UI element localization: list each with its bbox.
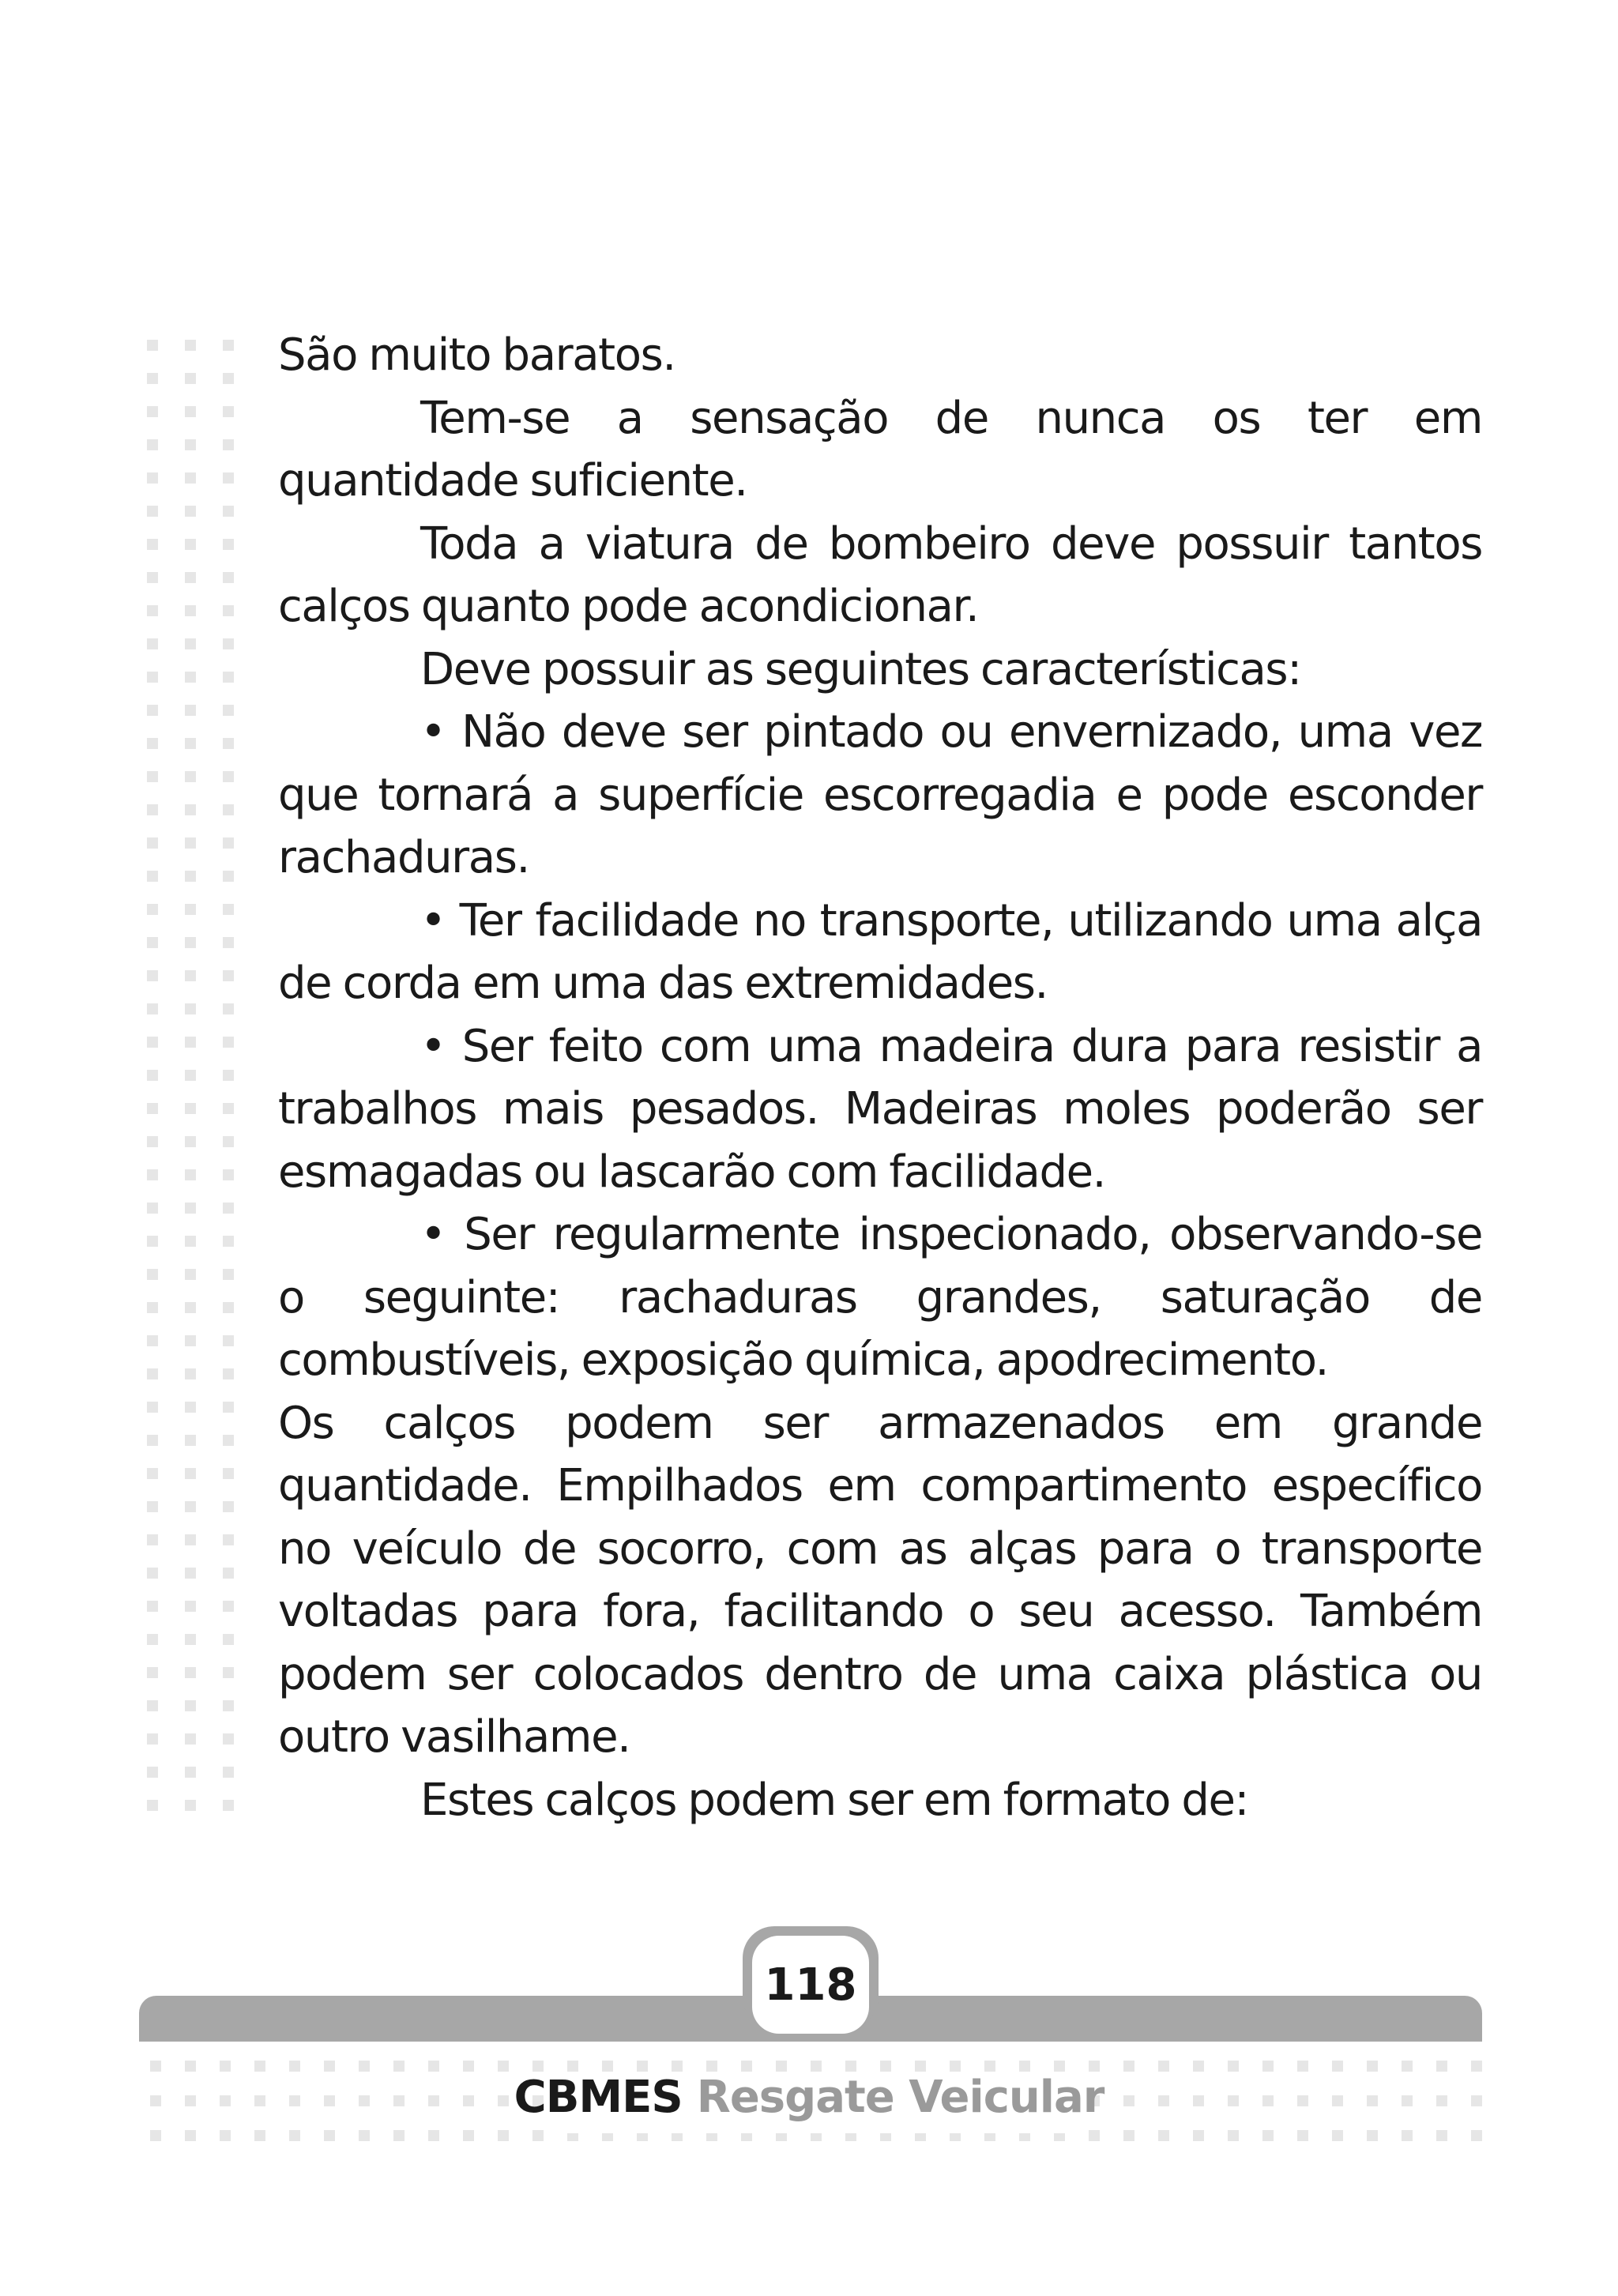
pattern-square bbox=[223, 904, 234, 915]
page-number: 118 bbox=[752, 1936, 869, 2034]
pattern-square bbox=[223, 1236, 234, 1247]
pattern-square bbox=[185, 1568, 196, 1579]
pattern-square bbox=[185, 1203, 196, 1214]
pattern-square bbox=[428, 2061, 439, 2072]
pattern-square bbox=[185, 970, 196, 981]
pattern-square bbox=[185, 1368, 196, 1379]
pattern-square bbox=[223, 1070, 234, 1081]
pattern-square bbox=[223, 506, 234, 517]
pattern-square bbox=[147, 572, 158, 583]
pattern-square bbox=[147, 1534, 158, 1545]
pattern-square bbox=[776, 2061, 787, 2072]
decorative-left-pattern bbox=[147, 340, 234, 1811]
pattern-square bbox=[223, 1733, 234, 1745]
pattern-square bbox=[289, 2061, 300, 2072]
pattern-square bbox=[223, 1800, 234, 1811]
pattern-square bbox=[185, 506, 196, 517]
pattern-square bbox=[185, 1335, 196, 1346]
pattern-square bbox=[147, 871, 158, 882]
pattern-square bbox=[223, 439, 234, 450]
pattern-square bbox=[147, 340, 158, 351]
pattern-square bbox=[185, 1767, 196, 1778]
pattern-square bbox=[147, 373, 158, 384]
paragraph: Os calços podem ser armazenados em grande quantidade. Empilhados em compartimento específico no veículo de socorro, com as alças para o transporte voltadas para fora, facilitando o seu acesso. Também podem ser colocados dentro de uma caixa plástica ou outro vasilhame. bbox=[278, 1397, 1482, 1763]
pattern-square bbox=[1193, 2061, 1204, 2072]
pattern-square bbox=[185, 904, 196, 915]
pattern-square bbox=[223, 539, 234, 550]
footer-brand: CBMES bbox=[514, 2072, 683, 2123]
pattern-square bbox=[147, 1136, 158, 1147]
pattern-square bbox=[147, 804, 158, 815]
pattern-square bbox=[393, 2130, 404, 2141]
pattern-square bbox=[223, 970, 234, 981]
pattern-square bbox=[289, 2130, 300, 2141]
pattern-square bbox=[223, 1468, 234, 1479]
pattern-square bbox=[223, 1269, 234, 1280]
pattern-square bbox=[185, 539, 196, 550]
pattern-square bbox=[223, 871, 234, 882]
pattern-square bbox=[220, 2130, 231, 2141]
bullet-paragraph: • Ser feito com uma madeira dura para resistir a trabalhos mais pesados. Madeiras moles poderão ser esmagadas ou lascarão com facilidade. bbox=[278, 1020, 1482, 1198]
pattern-square bbox=[1297, 2130, 1308, 2141]
pattern-square bbox=[147, 1634, 158, 1645]
pattern-square bbox=[254, 2130, 265, 2141]
pattern-square bbox=[185, 406, 196, 417]
pattern-square bbox=[147, 439, 158, 450]
pattern-square bbox=[672, 2061, 683, 2072]
pattern-square bbox=[147, 1435, 158, 1446]
pattern-square bbox=[1262, 2130, 1274, 2141]
pattern-square bbox=[147, 837, 158, 849]
pattern-square bbox=[223, 1103, 234, 1114]
pattern-square bbox=[223, 572, 234, 583]
pattern-square bbox=[223, 1368, 234, 1379]
pattern-square bbox=[950, 2061, 961, 2072]
pattern-square bbox=[223, 937, 234, 948]
pattern-square bbox=[185, 1733, 196, 1745]
pattern-square bbox=[811, 2061, 822, 2072]
pattern-square bbox=[185, 472, 196, 484]
pattern-square bbox=[185, 1501, 196, 1512]
paragraph: Tem-se a sensação de nunca os ter em quantidade suficiente. bbox=[278, 392, 1482, 506]
pattern-square bbox=[223, 1136, 234, 1147]
pattern-square bbox=[147, 672, 158, 683]
pattern-square bbox=[223, 1501, 234, 1512]
pattern-square bbox=[185, 439, 196, 450]
pattern-square bbox=[223, 340, 234, 351]
pattern-square bbox=[223, 804, 234, 815]
pattern-square bbox=[359, 2130, 370, 2141]
pattern-square bbox=[223, 837, 234, 849]
pattern-square bbox=[223, 1003, 234, 1014]
pattern-square bbox=[1402, 2130, 1413, 2141]
pattern-square bbox=[223, 605, 234, 616]
pattern-square bbox=[185, 2061, 196, 2072]
pattern-square bbox=[602, 2061, 613, 2072]
bullet-paragraph: • Ser regularmente inspecionado, observando-se o seguinte: rachaduras grandes, saturação de combustíveis, exposição química, apodrecimento. bbox=[278, 1209, 1482, 1386]
pattern-square bbox=[185, 1136, 196, 1147]
pattern-square bbox=[150, 2061, 161, 2072]
pattern-square bbox=[185, 672, 196, 683]
pattern-square bbox=[147, 904, 158, 915]
pattern-square bbox=[223, 406, 234, 417]
pattern-square bbox=[185, 373, 196, 384]
pattern-square bbox=[185, 340, 196, 351]
pattern-square bbox=[223, 1169, 234, 1180]
pattern-square bbox=[223, 771, 234, 782]
bullet-paragraph: • Ter facilidade no transporte, utilizando uma alça de corda em uma das extremidades. bbox=[278, 894, 1482, 1009]
pattern-square bbox=[185, 1003, 196, 1014]
pattern-square bbox=[1228, 2130, 1239, 2141]
pattern-square bbox=[147, 1733, 158, 1745]
pattern-square bbox=[147, 539, 158, 550]
pattern-square bbox=[223, 1634, 234, 1645]
pattern-square bbox=[1436, 2130, 1447, 2141]
pattern-square bbox=[185, 1070, 196, 1081]
pattern-square bbox=[147, 638, 158, 649]
pattern-square bbox=[185, 1037, 196, 1048]
pattern-square bbox=[984, 2061, 995, 2072]
pattern-square bbox=[223, 472, 234, 484]
pattern-square bbox=[147, 1368, 158, 1379]
pattern-square bbox=[147, 1070, 158, 1081]
pattern-square bbox=[147, 1501, 158, 1512]
pattern-square bbox=[185, 1269, 196, 1280]
pattern-square bbox=[1332, 2061, 1343, 2072]
pattern-square bbox=[324, 2130, 335, 2141]
pattern-square bbox=[463, 2130, 474, 2141]
pattern-square bbox=[223, 1302, 234, 1313]
pattern-square bbox=[147, 472, 158, 484]
pattern-square bbox=[223, 1203, 234, 1214]
pattern-square bbox=[150, 2130, 161, 2141]
pattern-square bbox=[147, 771, 158, 782]
pattern-square bbox=[254, 2061, 265, 2072]
pattern-square bbox=[1402, 2061, 1413, 2072]
pattern-square bbox=[223, 705, 234, 716]
pattern-square bbox=[223, 1568, 234, 1579]
paragraph: Estes calços podem ser em formato de: bbox=[420, 1774, 1249, 1826]
pattern-square bbox=[567, 2061, 578, 2072]
pattern-square bbox=[223, 1037, 234, 1048]
pattern-square bbox=[1089, 2130, 1100, 2141]
pattern-square bbox=[1123, 2061, 1134, 2072]
pattern-square bbox=[147, 1468, 158, 1479]
pattern-square bbox=[185, 738, 196, 749]
pattern-square bbox=[1471, 2061, 1482, 2072]
pattern-square bbox=[637, 2061, 648, 2072]
pattern-square bbox=[147, 406, 158, 417]
pattern-square bbox=[223, 1767, 234, 1778]
pattern-square bbox=[220, 2061, 231, 2072]
pattern-square bbox=[223, 1402, 234, 1413]
paragraph: São muito baratos. bbox=[278, 329, 675, 381]
pattern-square bbox=[147, 1037, 158, 1048]
pattern-square bbox=[223, 1335, 234, 1346]
pattern-square bbox=[1123, 2130, 1134, 2141]
pattern-square bbox=[1019, 2061, 1030, 2072]
pattern-square bbox=[223, 1601, 234, 1612]
pattern-square bbox=[223, 672, 234, 683]
pattern-square bbox=[1332, 2130, 1343, 2141]
pattern-square bbox=[880, 2061, 891, 2072]
pattern-square bbox=[223, 1534, 234, 1545]
pattern-square bbox=[185, 638, 196, 649]
pattern-square bbox=[1193, 2130, 1204, 2141]
pattern-square bbox=[147, 970, 158, 981]
pattern-square bbox=[532, 2130, 544, 2141]
pattern-square bbox=[185, 837, 196, 849]
pattern-square bbox=[185, 1302, 196, 1313]
pattern-square bbox=[185, 1800, 196, 1811]
pattern-square bbox=[223, 638, 234, 649]
pattern-square bbox=[223, 1435, 234, 1446]
pattern-square bbox=[463, 2061, 474, 2072]
pattern-square bbox=[147, 1236, 158, 1247]
pattern-square bbox=[185, 804, 196, 815]
pattern-square bbox=[706, 2061, 717, 2072]
pattern-square bbox=[185, 1169, 196, 1180]
pattern-square bbox=[185, 1634, 196, 1645]
pattern-square bbox=[185, 2130, 196, 2141]
pattern-square bbox=[147, 1568, 158, 1579]
pattern-square bbox=[147, 605, 158, 616]
pattern-square bbox=[185, 937, 196, 948]
pattern-square bbox=[1262, 2061, 1274, 2072]
pattern-square bbox=[147, 1302, 158, 1313]
pattern-square bbox=[185, 1700, 196, 1711]
pattern-square bbox=[147, 1003, 158, 1014]
pattern-square bbox=[185, 1236, 196, 1247]
pattern-square bbox=[498, 2130, 509, 2141]
pattern-square bbox=[1367, 2130, 1378, 2141]
pattern-square bbox=[223, 738, 234, 749]
footer-subtitle: Resgate Veicular bbox=[696, 2072, 1104, 2123]
pattern-square bbox=[1158, 2130, 1169, 2141]
pattern-square bbox=[223, 1667, 234, 1678]
footer-title bbox=[0, 2072, 1618, 2123]
pattern-square bbox=[185, 1534, 196, 1545]
pattern-square bbox=[741, 2061, 752, 2072]
paragraph: Deve possuir as seguintes características: bbox=[420, 643, 1301, 695]
pattern-square bbox=[185, 572, 196, 583]
pattern-square bbox=[393, 2061, 404, 2072]
pattern-square bbox=[1158, 2061, 1169, 2072]
pattern-square bbox=[147, 738, 158, 749]
body-text bbox=[278, 324, 1482, 1831]
pattern-square bbox=[147, 1335, 158, 1346]
pattern-square bbox=[223, 1700, 234, 1711]
pattern-square bbox=[1054, 2061, 1065, 2072]
pattern-square bbox=[147, 506, 158, 517]
pattern-square bbox=[185, 1103, 196, 1114]
pattern-square bbox=[915, 2061, 926, 2072]
pattern-square bbox=[845, 2061, 856, 2072]
pattern-square bbox=[147, 1767, 158, 1778]
pattern-square bbox=[532, 2061, 544, 2072]
pattern-square bbox=[1228, 2061, 1239, 2072]
pattern-square bbox=[498, 2061, 509, 2072]
pattern-square bbox=[1089, 2061, 1100, 2072]
bullet-paragraph: • Não deve ser pintado ou envernizado, uma vez que tornará a superfície escorregadia e pode esconder rachaduras. bbox=[278, 706, 1482, 883]
pattern-square bbox=[147, 1402, 158, 1413]
pattern-square bbox=[185, 1667, 196, 1678]
pattern-square bbox=[324, 2061, 335, 2072]
pattern-square bbox=[147, 1269, 158, 1280]
pattern-square bbox=[359, 2061, 370, 2072]
pattern-square bbox=[147, 1800, 158, 1811]
pattern-square bbox=[185, 1402, 196, 1413]
pattern-square bbox=[1436, 2061, 1447, 2072]
pattern-square bbox=[147, 1601, 158, 1612]
pattern-square bbox=[147, 1700, 158, 1711]
pattern-square bbox=[1471, 2130, 1482, 2141]
pattern-square bbox=[223, 373, 234, 384]
pattern-square bbox=[185, 605, 196, 616]
pattern-square bbox=[147, 1667, 158, 1678]
pattern-square bbox=[185, 1601, 196, 1612]
pattern-square bbox=[147, 1103, 158, 1114]
pattern-square bbox=[185, 705, 196, 716]
pattern-square bbox=[1367, 2061, 1378, 2072]
pattern-square bbox=[147, 1203, 158, 1214]
pattern-square bbox=[185, 871, 196, 882]
pattern-square bbox=[185, 771, 196, 782]
pattern-square bbox=[147, 937, 158, 948]
pattern-square bbox=[147, 705, 158, 716]
pattern-square bbox=[185, 1435, 196, 1446]
paragraph: Toda a viatura de bombeiro deve possuir tantos calços quanto pode acondicionar. bbox=[278, 518, 1482, 632]
pattern-square bbox=[1297, 2061, 1308, 2072]
pattern-square bbox=[185, 1468, 196, 1479]
pattern-square bbox=[147, 1169, 158, 1180]
pattern-square bbox=[428, 2130, 439, 2141]
